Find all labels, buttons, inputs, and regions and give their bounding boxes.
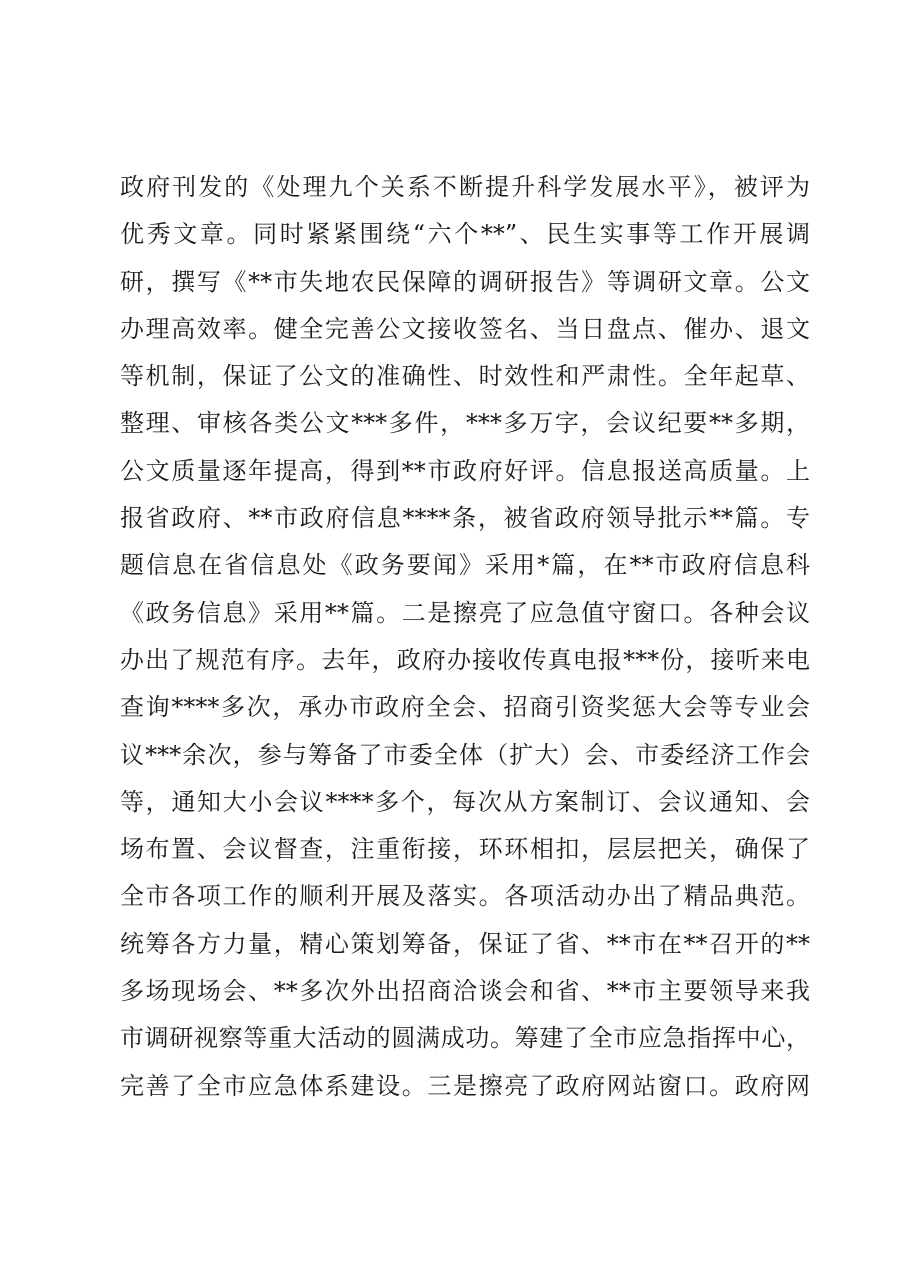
text-line: 查询****多次，承办市政府全会、招商引资奖惩大会等专业会 [120,693,810,722]
text-line: 题信息在省信息处《政务要闻》采用*篇，在**市政府信息科 [120,551,810,580]
text-line: 多场现场会、**多次外出招商洽谈会和省、**市主要领导来我 [120,977,810,1006]
text-line: 办理高效率。健全完善公文接收签名、当日盘点、催办、退文 [120,314,810,343]
text-line: 整理、审核各类公文***多件，***多万字，会议纪要**多期， [120,409,810,438]
text-line: 场布置、会议督查，注重衔接，环环相扣，层层把关，确保了 [120,835,810,864]
text-line: 报省政府、**市政府信息****条，被省政府领导批示**篇。专 [120,504,810,533]
text-line: 完善了全市应急体系建设。三是擦亮了政府网站窗口。政府网 [120,1071,810,1100]
text-line: 统筹各方力量，精心策划筹备，保证了省、**市在**召开的** [120,929,810,958]
text-line: 优秀文章。同时紧紧围绕“六个**”、民生实事等工作开展调 [120,220,810,249]
text-line: 等机制，保证了公文的准确性、时效性和严肃性。全年起草、 [120,362,810,391]
text-line: 研，撰写《**市失地农民保障的调研报告》等调研文章。公文 [120,267,810,296]
text-line: 《政务信息》采用**篇。二是擦亮了应急值守窗口。各种会议 [120,598,810,627]
text-line: 公文质量逐年提高，得到**市政府好评。信息报送高质量。上 [120,456,810,485]
text-line: 等，通知大小会议****多个，每次从方案制订、会议通知、会 [120,787,810,816]
body-text [120,164,810,1110]
text-line: 议***余次，参与筹备了市委全体（扩大）会、市委经济工作会 [120,740,810,769]
text-line: 市调研视察等重大活动的圆满成功。筹建了全市应急指挥中心， [120,1024,810,1053]
text-line: 政府刊发的《处理九个关系不断提升科学发展水平》，被评为 [120,173,810,201]
text-line: 全市各项工作的顺利开展及落实。各项活动办出了精品典范。 [120,882,810,911]
text-line: 办出了规范有序。去年，政府办接收传真电报***份，接听来电 [120,645,810,674]
